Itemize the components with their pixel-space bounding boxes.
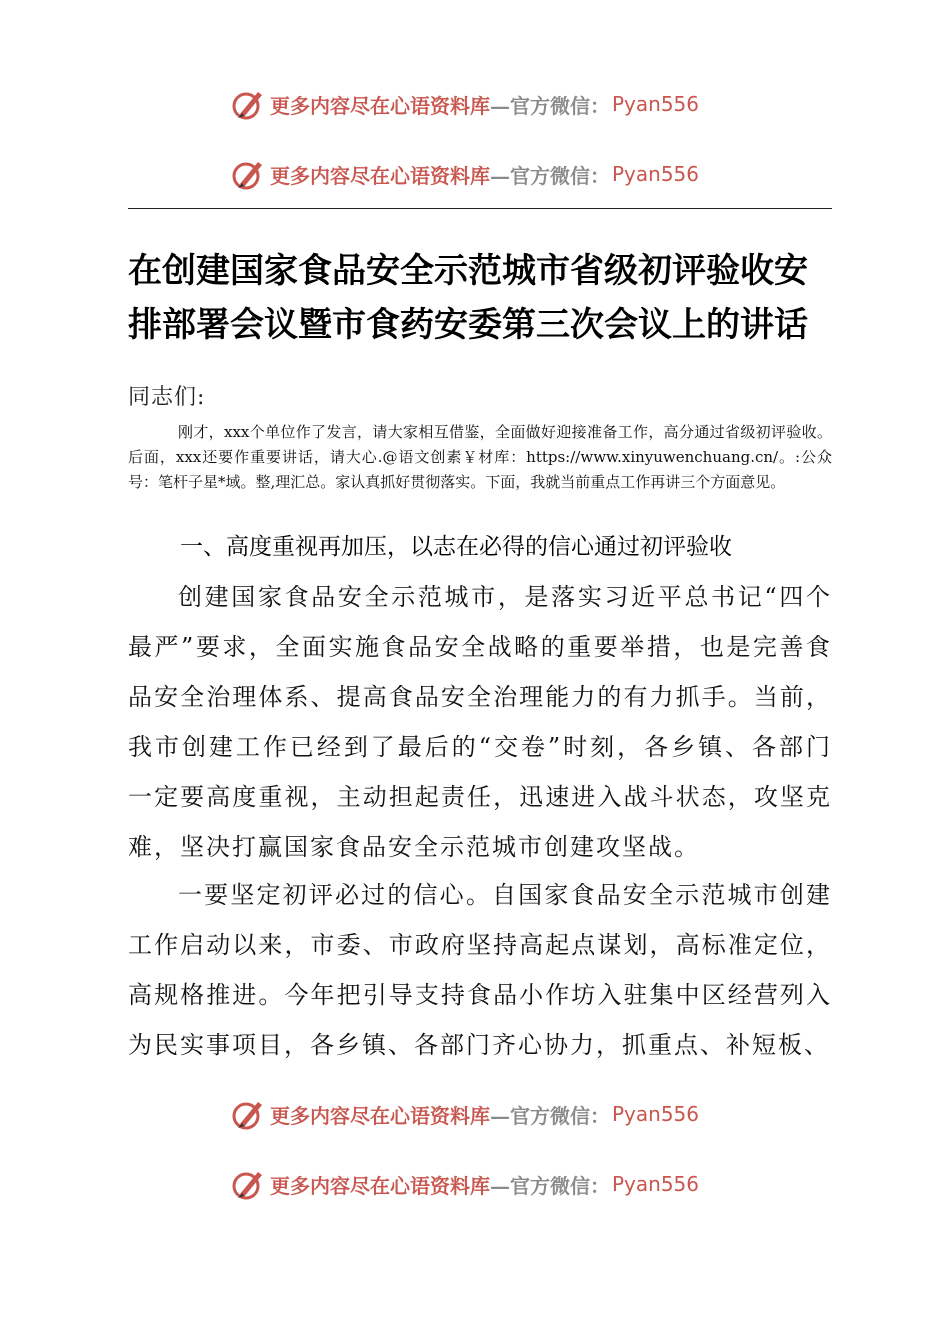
watermark-banner	[230, 84, 750, 124]
watermark-wechat-id: Pyan556	[612, 162, 700, 186]
salutation: 同志们:	[128, 385, 206, 410]
pen-circle-logo-icon	[230, 156, 266, 192]
watermark-brand-text: 更多内容尽在心语资料库	[270, 1173, 490, 1198]
watermark-separator-text: —官方微信：	[490, 93, 610, 118]
title-line-1: 在创建国家食品安全示范城市省级初评验收安	[128, 251, 808, 291]
watermark-brand-text: 更多内容尽在心语资料库	[270, 93, 490, 118]
watermark-wechat-id: Pyan556	[612, 92, 700, 116]
pen-circle-logo-icon	[230, 1166, 266, 1202]
watermark-brand-text: 更多内容尽在心语资料库	[270, 1103, 490, 1128]
watermark-brand-text: 更多内容尽在心语资料库	[270, 163, 490, 188]
watermark-banner	[230, 1094, 750, 1134]
watermark-separator-text: —官方微信：	[490, 1173, 610, 1198]
body-paragraph-2: 一要坚定初评必过的信心。自国家食品安全示范城市创建工作启动以来，市委、市政府坚持高起点谋划，高标准定位，高规格推进。今年把引导支持食品小作坊入驻集中区经营列入为民实事项目，各乡镇、各部门齐心协力，抓重点、补短板、	[128, 881, 832, 1059]
watermark-banner	[230, 1164, 750, 1204]
title-line-2: 排部署会议暨市食药安委第三次会议上的讲话	[128, 305, 808, 345]
body-paragraph-1: 创建国家食品安全示范城市，是落实习近平总书记“四个最严”要求，全面实施食品安全战略的重要举措，也是完善食品安全治理体系、提高食品安全治理能力的有力抓手。当前，我市创建工作已经到了最后的“交卷”时刻，各乡镇、各部门一定要高度重视，主动担起责任，迅速进入战斗状态，攻坚克难，坚决打赢国家食品安全示范城市创建攻坚战。	[128, 583, 832, 861]
watermark-separator-text: —官方微信：	[490, 163, 610, 188]
watermark-separator-text: —官方微信：	[490, 1103, 610, 1128]
document-title	[128, 244, 834, 352]
pen-circle-logo-icon	[230, 86, 266, 122]
section-heading-1: 一、高度重视再加压，以志在必得的信心通过初评验收	[180, 534, 732, 560]
watermark-wechat-id: Pyan556	[612, 1102, 700, 1126]
watermark-banner	[230, 154, 750, 194]
intro-paragraph: 刚才，xxx个单位作了发言，请大家相互借鉴，全面做好迎接准备工作，高分通过省级初评验收。后面，xxx还要作重要讲话，请大心.@语文创素￥材库：https://www.xinyuwenchuang.cn/。:公众号：笔杆子星*域。整,理汇总。家认真抓好贯彻落实。下面，我就当前重点工作再讲三个方面意见。	[128, 423, 832, 491]
watermark-wechat-id: Pyan556	[612, 1172, 700, 1196]
pen-circle-logo-icon	[230, 1096, 266, 1132]
header-divider	[128, 208, 832, 209]
